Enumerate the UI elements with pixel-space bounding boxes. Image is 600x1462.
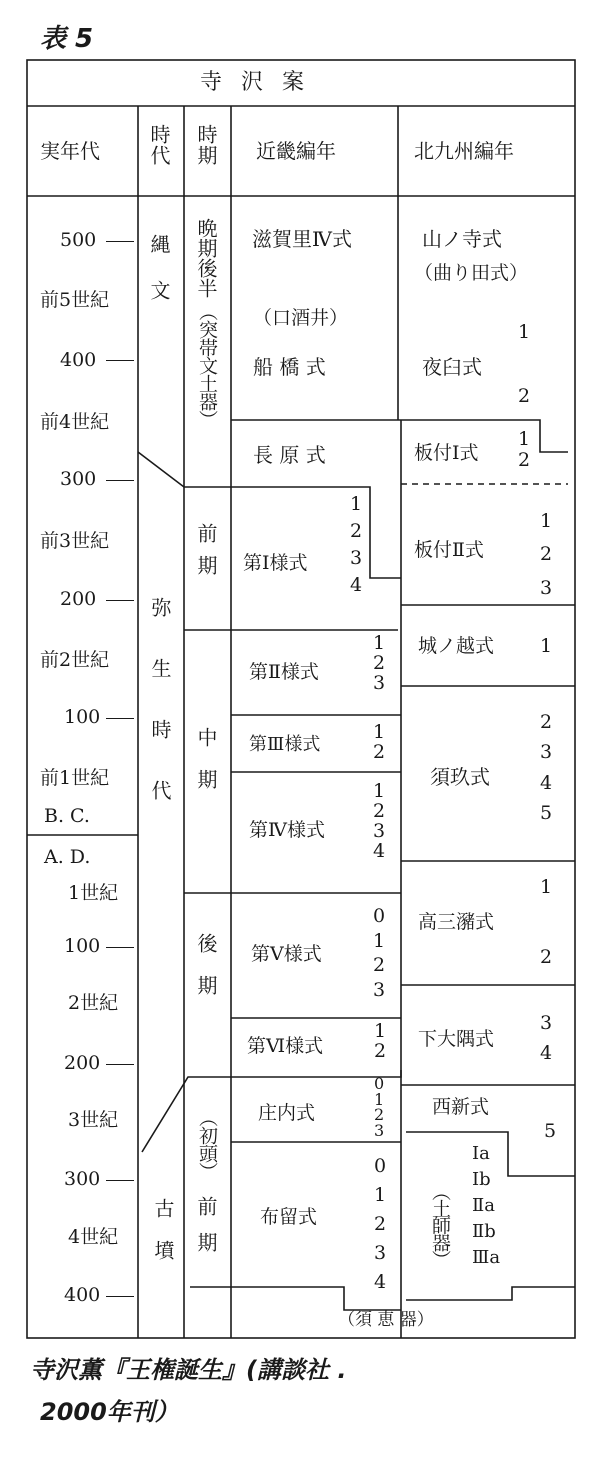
kk-nishijin-subphases bbox=[544, 1122, 556, 1141]
subphase: 4 bbox=[374, 1271, 387, 1294]
subphase: 2 bbox=[518, 448, 531, 471]
kinki-funahashi: 船 橋 式 bbox=[253, 355, 326, 379]
kinki-furu: 布留式 bbox=[260, 1206, 318, 1228]
subphase: 1 bbox=[374, 1020, 387, 1042]
subphase: 2 bbox=[373, 799, 386, 822]
century-bc4: 前4世紀 bbox=[40, 411, 110, 433]
century-bc2: 前2世紀 bbox=[40, 649, 110, 671]
subphase: 4 bbox=[540, 771, 553, 794]
subphase: 1 bbox=[540, 635, 553, 657]
subphase: 0 bbox=[373, 905, 386, 927]
subphase: 3 bbox=[373, 671, 386, 694]
header-real-age: 実年代 bbox=[40, 139, 100, 163]
kinki-shigasato: 滋賀里Ⅳ式 bbox=[252, 227, 352, 251]
kk-magarita: （曲り田式） bbox=[414, 262, 529, 284]
era-yayoi: 弥生時代 bbox=[148, 597, 172, 841]
kk-yamanotera: 山ノ寺式 bbox=[422, 227, 502, 251]
subphase: 2 bbox=[518, 385, 531, 407]
subphase: 2 bbox=[540, 711, 553, 733]
kk-nishijin: 西新式 bbox=[432, 1096, 490, 1118]
century-ad3: 3世紀 bbox=[68, 1109, 119, 1131]
subphase: 0 bbox=[374, 1074, 385, 1093]
subphase: Ⅱb bbox=[472, 1221, 496, 1243]
period-kofun-early: 前期 bbox=[194, 1196, 218, 1268]
subphase: 1 bbox=[373, 632, 386, 654]
subphase: 2 bbox=[350, 520, 363, 542]
kinki-style-4: 第Ⅳ様式 bbox=[249, 819, 325, 841]
subphase: 3 bbox=[373, 819, 386, 842]
era-kofun: 古墳 bbox=[151, 1198, 175, 1282]
subphase: 2 bbox=[374, 1213, 387, 1236]
source-caption-line-2: 2000年刊） bbox=[40, 1398, 179, 1426]
subphase: 3 bbox=[374, 1121, 385, 1141]
subphase: 1 bbox=[373, 721, 386, 743]
label-ad: A. D. bbox=[44, 846, 91, 868]
kinki-shonai: 庄内式 bbox=[258, 1102, 316, 1124]
subphase: 2 bbox=[540, 543, 553, 566]
subphase: Ⅰb bbox=[472, 1169, 491, 1191]
subphase: 2 bbox=[374, 1105, 385, 1125]
header-kitakyushu: 北九州編年 bbox=[414, 139, 514, 163]
year-400: 400 bbox=[60, 349, 97, 371]
kk-itazuke-2-subphases bbox=[540, 505, 552, 605]
subphase: Ⅱa bbox=[472, 1195, 495, 1217]
kk-itazuke-1: 板付Ⅰ式 bbox=[414, 442, 479, 464]
subphase: 2 bbox=[373, 740, 386, 763]
sueki-label: （須 恵 器） bbox=[338, 1310, 434, 1330]
period-yayoi-middle: 中期 bbox=[194, 727, 218, 811]
year-100: 100 bbox=[64, 706, 101, 728]
subphase: 4 bbox=[373, 839, 386, 862]
kk-hajiki-subphases bbox=[472, 1141, 500, 1271]
kk-itazuke-2: 板付Ⅱ式 bbox=[414, 539, 484, 561]
year-ad100: 100 bbox=[64, 935, 101, 957]
subphase: 1 bbox=[518, 428, 531, 450]
subphase: 3 bbox=[540, 741, 553, 764]
subphase: 3 bbox=[350, 547, 363, 569]
subphase: 3 bbox=[373, 979, 386, 1002]
subphase: 4 bbox=[540, 1042, 553, 1065]
subphase: 1 bbox=[374, 1184, 387, 1207]
kinki-style-4-subphases bbox=[373, 782, 385, 862]
subphase: 2 bbox=[373, 954, 386, 977]
year-ad300: 300 bbox=[64, 1168, 101, 1190]
kk-yausu-subphases bbox=[518, 323, 530, 406]
kk-shimooguma-subphases bbox=[540, 1008, 552, 1069]
kinki-nagahara: 長 原 式 bbox=[253, 443, 326, 467]
kk-sugu-subphases bbox=[540, 707, 552, 829]
subphase: 0 bbox=[374, 1155, 387, 1177]
kinki-style-3: 第Ⅲ様式 bbox=[249, 734, 321, 755]
kinki-style-1-subphases bbox=[350, 495, 366, 603]
year-200: 200 bbox=[60, 588, 97, 610]
kinki-shonai-subphases bbox=[374, 1076, 384, 1139]
kk-takamitsugata: 高三瀦式 bbox=[418, 911, 495, 933]
period-late-jomon-note: （突帯文土器） bbox=[196, 302, 218, 428]
century-ad2: 2世紀 bbox=[68, 992, 119, 1014]
century-bc3: 前3世紀 bbox=[40, 530, 110, 552]
table-number-label: 表 5 bbox=[40, 24, 94, 54]
kinki-style-2-subphases bbox=[373, 634, 385, 694]
table-title: 寺 沢 案 bbox=[200, 70, 310, 95]
century-ad1: 1世紀 bbox=[68, 882, 119, 904]
subphase: 2 bbox=[373, 651, 386, 674]
era-jomon: 縄文 bbox=[147, 234, 171, 326]
kinki-furu-subphases bbox=[374, 1152, 386, 1297]
kk-itazuke-1-subphases bbox=[518, 429, 530, 470]
subphase: Ⅰa bbox=[472, 1143, 490, 1164]
subphase: 1 bbox=[540, 510, 553, 532]
subphase: 4 bbox=[350, 574, 363, 596]
kk-yausu: 夜臼式 bbox=[422, 355, 482, 379]
subphase: Ⅲa bbox=[472, 1247, 501, 1269]
subphase: 3 bbox=[540, 1012, 553, 1034]
subphase: 1 bbox=[540, 876, 553, 898]
subphase: 3 bbox=[374, 1242, 387, 1265]
subphase: 1 bbox=[350, 493, 363, 515]
kinki-style-6-subphases bbox=[374, 1022, 386, 1062]
year-300: 300 bbox=[60, 468, 97, 490]
kk-shimooguma: 下大隅式 bbox=[418, 1028, 495, 1050]
kk-jonokoshi-subphases bbox=[540, 637, 552, 656]
subphase: 3 bbox=[540, 576, 553, 599]
subphase: 1 bbox=[518, 321, 531, 343]
header-period: 時期 bbox=[194, 124, 218, 166]
kk-takamitsugata-subphases bbox=[540, 878, 552, 967]
century-bc5: 前5世紀 bbox=[40, 289, 110, 311]
source-caption-line-1: 寺沢薫『王権誕生』(講談社 . bbox=[30, 1356, 347, 1384]
year-500: 500 bbox=[60, 229, 97, 251]
period-late-jomon: 晩期後半 bbox=[194, 218, 218, 298]
header-era: 時代 bbox=[147, 124, 171, 166]
subphase: 2 bbox=[540, 946, 553, 968]
header-kinki: 近畿編年 bbox=[256, 139, 336, 163]
kinki-style-5-subphases bbox=[373, 904, 385, 1003]
subphase: 1 bbox=[374, 1089, 385, 1109]
label-bc: B. C. bbox=[44, 805, 90, 827]
kk-hajiki: （土師器） bbox=[429, 1182, 451, 1267]
year-ad200: 200 bbox=[64, 1052, 101, 1074]
kinki-style-3-subphases bbox=[373, 723, 385, 763]
kinki-kuchisakai: （口酒井） bbox=[253, 307, 349, 329]
subphase: 2 bbox=[374, 1039, 387, 1062]
kinki-style-6: 第Ⅵ様式 bbox=[247, 1035, 324, 1057]
period-yayoi-early: 前期 bbox=[194, 523, 218, 587]
century-bc1: 前1世紀 bbox=[40, 767, 110, 789]
kinki-style-2: 第Ⅱ様式 bbox=[249, 661, 319, 683]
subphase: 5 bbox=[544, 1120, 557, 1142]
kk-sugu: 須玖式 bbox=[430, 765, 490, 789]
year-ad400: 400 bbox=[64, 1284, 101, 1306]
period-kofun-note: （初頭） bbox=[196, 1108, 218, 1180]
kk-jonokoshi: 城ノ越式 bbox=[418, 635, 495, 657]
subphase: 1 bbox=[373, 780, 386, 802]
kinki-style-1: 第Ⅰ様式 bbox=[243, 552, 308, 574]
century-ad4: 4世紀 bbox=[68, 1226, 119, 1248]
subphase: 1 bbox=[373, 929, 386, 952]
kinki-style-5: 第Ⅴ様式 bbox=[251, 943, 322, 965]
subphase: 5 bbox=[540, 802, 553, 825]
period-yayoi-late: 後期 bbox=[194, 933, 218, 1017]
